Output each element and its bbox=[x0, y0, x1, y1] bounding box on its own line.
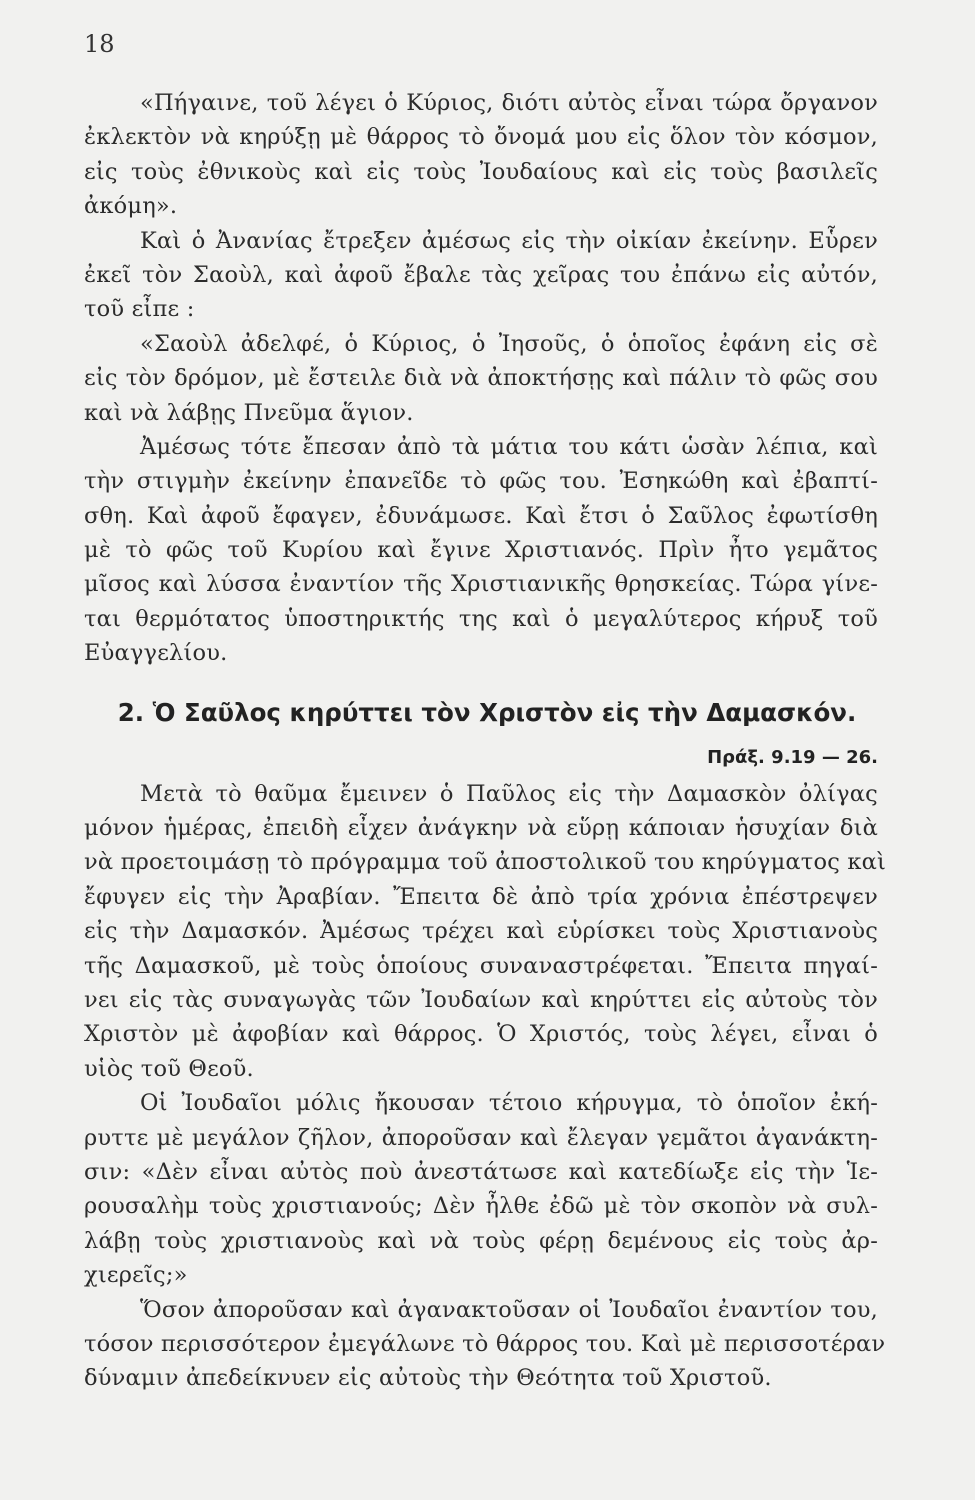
text-line: τὴν στιγμὴν ἐκείνην ἐπανεῖδε τὸ φῶς του. Ἐσηκώθη καὶ ἐβαπτί- bbox=[84, 468, 878, 495]
page-text bbox=[84, 86, 887, 1396]
text-line: χιερεῖς;» bbox=[84, 1262, 188, 1289]
text-line: «Πήγαινε, τοῦ λέγει ὁ Κύριος, διότι αὐτὸς εἶναι τώρα ὄργανον bbox=[140, 90, 878, 116]
text-line: «Σαοὺλ ἀδελφέ, ὁ Κύριος, ὁ Ἰησοῦς, ὁ ὁποῖος ἐφάνη εἰς σὲ bbox=[140, 330, 878, 357]
text-line: Ἀμέσως τότε ἔπεσαν ἀπὸ τὰ μάτια του κάτι ὡσὰν λέπια, καὶ bbox=[140, 433, 878, 460]
text-line: εἰς τὸν δρόμον, μὲ ἔστειλε διὰ νὰ ἀποκτήσῃς καὶ πάλιν τὸ φῶς σου bbox=[84, 365, 878, 392]
text-line: τοῦ εἶπε : bbox=[84, 296, 195, 323]
section-title: 2. Ὁ Σαῦλος κηρύττει τὸν Χριστὸν εἰς τὴν Δαμασκόν. bbox=[117, 697, 857, 727]
text-line: εἰς τὴν Δαμασκόν. Ἀμέσως τρέχει καὶ εὑρίσκει τοὺς Χριστιανοὺς bbox=[84, 918, 878, 945]
text-line: σθη. Καὶ ἀφοῦ ἔφαγεν, ἐδυνάμωσε. Καὶ ἔτσι ὁ Σαῦλος ἐφωτίσθη bbox=[84, 502, 878, 529]
text-line: ἀκόμη». bbox=[84, 193, 178, 220]
text-line: Μετὰ τὸ θαῦμα ἔμεινεν ὁ Παῦλος εἰς τὴν Δαμασκὸν ὀλίγας bbox=[140, 780, 878, 807]
text-line: τῆς Δαμασκοῦ, μὲ τοὺς ὁποίους συναναστρέφεται. Ἔπειτα πηγαί- bbox=[84, 952, 878, 979]
text-line: Οἱ Ἰουδαῖοι μόλις ἤκουσαν τέτοιο κήρυγμα, τὸ ὁποῖον ἐκή- bbox=[140, 1090, 878, 1117]
text-line: μόνον ἡμέρας, ἐπειδὴ εἶχεν ἀνάγκην νὰ εὕρῃ κάποιαν ἡσυχίαν διὰ bbox=[84, 815, 878, 842]
text-line: Ὅσον ἀποροῦσαν καὶ ἀγανακτοῦσαν οἱ Ἰουδαῖοι ἐναντίον του, bbox=[140, 1296, 878, 1323]
text-line: καὶ νὰ λάβῃς Πνεῦμα ἅγιον. bbox=[84, 399, 414, 426]
text-line: Εὐαγγελίου. bbox=[84, 640, 228, 667]
text-line: εἰς τοὺς ἐθνικοὺς καὶ εἰς τοὺς Ἰουδαίους καὶ εἰς τοὺς βασιλεῖς bbox=[84, 158, 878, 185]
text-line: ρουσαλὴμ τοὺς χριστιανούς; Δὲν ἦλθε ἐδῶ μὲ τὸν σκοπὸν νὰ συλ- bbox=[84, 1193, 878, 1220]
text-line: νει εἰς τὰς συναγωγὰς τῶν Ἰουδαίων καὶ κηρύττει εἰς αὐτοὺς τὸν bbox=[84, 986, 878, 1013]
text-line: δύναμιν ἀπεδείκνυεν εἰς αὐτοὺς τὴν Θεότητα τοῦ Χριστοῦ. bbox=[84, 1365, 772, 1392]
section-reference: Πράξ. 9.19 — 26. bbox=[707, 746, 878, 768]
page-number: 18 bbox=[84, 30, 115, 58]
text-line: Χριστὸν μὲ ἀφοβίαν καὶ θάρρος. Ὁ Χριστός, τοὺς λέγει, εἶναι ὁ bbox=[84, 1021, 878, 1048]
text-line: ἐκεῖ τὸν Σαοὺλ, καὶ ἀφοῦ ἔβαλε τὰς χεῖρας του ἐπάνω εἰς αὐτόν, bbox=[84, 261, 878, 288]
text-line: σιν: «Δὲν εἶναι αὐτὸς ποὺ ἀνεστάτωσε καὶ κατεδίωξε εἰς τὴν Ἱε- bbox=[84, 1158, 878, 1185]
text-line: ἐκλεκτὸν νὰ κηρύξῃ μὲ θάρρος τὸ ὄνομά μου εἰς ὅλον τὸν κόσμον, bbox=[84, 124, 878, 151]
text-line: ται θερμότατος ὑποστηρικτής της καὶ ὁ μεγαλύτερος κήρυξ τοῦ bbox=[84, 605, 878, 632]
text-line: ρυττε μὲ μεγάλον ζῆλον, ἀποροῦσαν καὶ ἔλεγαν γεμᾶτοι ἀγανάκτη- bbox=[84, 1124, 878, 1151]
text-line: υἱὸς τοῦ Θεοῦ. bbox=[84, 1055, 254, 1082]
text-line: νὰ προετοιμάσῃ τὸ πρόγραμμα τοῦ ἀποστολικοῦ του κηρύγματος καὶ bbox=[84, 849, 887, 876]
text-line: μὲ τὸ φῶς τοῦ Κυρίου καὶ ἔγινε Χριστιανός. Πρὶν ἦτο γεμᾶτος bbox=[84, 537, 878, 564]
text-line: Καὶ ὁ Ἀνανίας ἔτρεξεν ἀμέσως εἰς τὴν οἰκίαν ἐκείνην. Εὗρεν bbox=[140, 227, 878, 254]
text-line: τόσον περισσότερον ἐμεγάλωνε τὸ θάρρος του. Καὶ μὲ περισσοτέραν bbox=[84, 1330, 886, 1357]
text-line: ἔφυγεν εἰς τὴν Ἀραβίαν. Ἔπειτα δὲ ἀπὸ τρία χρόνια ἐπέστρεψεν bbox=[84, 883, 878, 910]
text-line: λάβῃ τοὺς χριστιανοὺς καὶ νὰ τοὺς φέρῃ δεμένους εἰς τοὺς ἀρ- bbox=[84, 1227, 878, 1254]
text-line: μῖσος καὶ λύσσα ἐναντίον τῆς Χριστιανικῆς θρησκείας. Τώρα γίνε- bbox=[84, 571, 878, 598]
